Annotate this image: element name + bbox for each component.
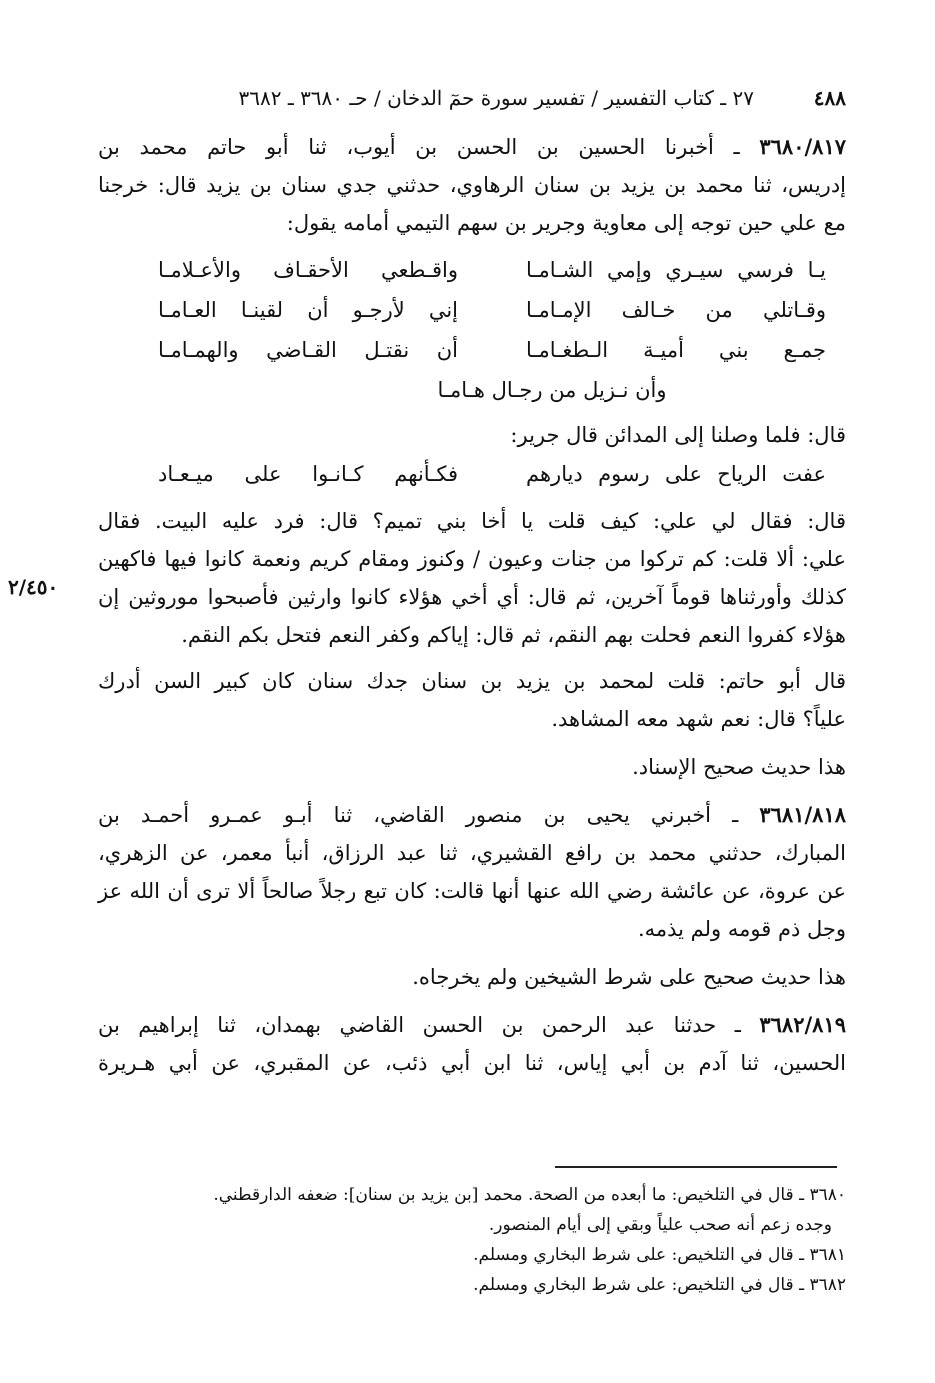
text-line: عن عروة، عن عائشة رضي الله عنها أنها قالت: كان تبع رجلاً صالحاً ألا ترى أن الله عز <box>98 879 846 903</box>
verse-hemistich: جمـع بني أميـة الـطغـامـا <box>526 338 826 362</box>
hadith-number: ٣٦٨٠/٨١٧ <box>759 134 846 159</box>
footnote-rule <box>555 1166 837 1168</box>
footnote-continuation: وجده زعم أنه صحب علياً وبقي إلى أيام المنصور. <box>488 1215 832 1235</box>
footnote: ٣٦٨١ ـ قال في التلخيص: على شرط البخاري ومسلم. <box>473 1245 846 1265</box>
verse-hemistich: يـا فرسي سيـري وإمي الشـامـا <box>526 258 826 282</box>
text-line: وجل ذم قومه ولم يذمه. <box>637 917 846 941</box>
verse-line <box>98 330 846 370</box>
running-header <box>98 80 846 118</box>
text-line: الحسين، ثنا آدم بن أبي إياس، ثنا ابن أبي ذئب، عن المقبري، عن أبي هـريرة <box>98 1051 846 1075</box>
verse-line-single: وأن نـزيل من رجـال هـامـا <box>437 378 667 402</box>
footnote: ٣٦٨٢ ـ قال في التلخيص: على شرط البخاري ومسلم. <box>473 1275 846 1295</box>
grading-note: هذا حديث صحيح على شرط الشيخين ولم يخرجاه. <box>412 965 846 989</box>
text-line: علياً؟ قال: نعم شهد معه المشاهد. <box>551 707 846 731</box>
verse-hemistich: إني لأرجـو أن لقينـا العـامـا <box>158 298 458 322</box>
text-line: كذلك وأورثناها قوماً آخرين، ثم قال: أي أخي هؤلاء كانوا وارثين فأصبحوا موروثين إن <box>98 585 846 609</box>
footnotes <box>98 1180 846 1300</box>
text-line: ـ أخبرنا الحسين بن الحسن بن أيوب، ثنا أبو حاتم محمد بن <box>98 135 760 159</box>
hadith-3682 <box>98 1006 846 1082</box>
text-line: ـ حدثنا عبد الرحمن بن الحسن القاضي بهمدان، ثنا إبراهيم بن <box>98 1013 760 1037</box>
text-line: قال: فقال لي علي: كيف قلت يا أخا بني تميم؟ قال: فرد عليه البيت. فقال <box>98 509 846 533</box>
text-line: المبارك، حدثني محمد بن رافع القشيري، ثنا عبد الرزاق، أنبأ معمر، عن الزهري، <box>98 841 846 865</box>
page-number: ٤٨٨ <box>813 86 846 110</box>
verse-line <box>98 290 846 330</box>
poem-rajaz <box>98 250 846 410</box>
hadith-number: ٣٦٨٢/٨١٩ <box>759 1012 846 1037</box>
verse-hemistich: وقـاتلي من خـالف الإمـامـا <box>526 298 826 322</box>
verse-line <box>98 454 846 494</box>
hadith-3681 <box>98 796 846 948</box>
paragraph <box>98 502 846 654</box>
verse-line <box>98 250 846 290</box>
text-line: ـ أخبرني يحيى بن منصور القاضي، ثنا أبـو عمـرو أحمـد بن <box>98 803 760 827</box>
verse-hemistich: واقـطعي الأحقـاف والأعـلامـا <box>158 258 458 282</box>
text-line: هؤلاء كفروا النعم فحلت بهم النقم، ثم قال: إياكم وكفر النعم فتحل بكم النقم. <box>181 623 846 647</box>
text-line: علي: ألا قلت: كم تركوا من جنات وعيون / وكنوز ومقام كريم ونعمة كانوا فيها فاكهين <box>98 547 846 571</box>
text-line: إدريس، ثنا محمد بن يزيد بن سنان الرهاوي، حدثني جدي سنان بن يزيد قال: خرجنا <box>98 173 846 197</box>
margin-reference: ٢/٤٥٠ <box>8 575 59 599</box>
hadith-number: ٣٦٨١/٨١٨ <box>759 802 846 827</box>
text-line: قال: فلما وصلنا إلى المدائن قال جرير: <box>510 423 846 447</box>
running-title: ٢٧ ـ كتاب التفسير / تفسير سورة حمٓ الدخان / حـ ٣٦٨٠ ـ ٣٦٨٢ <box>238 86 754 110</box>
verse-hemistich: فكـأنهم كـانـوا على ميـعـاد <box>158 462 458 486</box>
text-line: مع علي حين توجه إلى معاوية وجرير بن سهم التيمي أمامه يقول: <box>286 211 846 235</box>
grading-note: هذا حديث صحيح الإسناد. <box>632 755 846 779</box>
text-line: قال أبو حاتم: قلت لمحمد بن يزيد بن سنان جدك سنان كان كبير السن أدرك <box>98 669 846 693</box>
verse-hemistich: عفت الرياح على رسوم ديارهم <box>526 462 826 486</box>
paragraph <box>98 662 846 738</box>
hadith-3680 <box>98 128 846 242</box>
page-body <box>98 80 846 1082</box>
footnote: ٣٦٨٠ ـ قال في التلخيص: ما أبعده من الصحة. محمد [بن يزيد بن سنان]: ضعفه الدارقطني. <box>213 1185 846 1205</box>
verse-hemistich: أن نقتـل القـاضي والهمـامـا <box>158 338 458 362</box>
